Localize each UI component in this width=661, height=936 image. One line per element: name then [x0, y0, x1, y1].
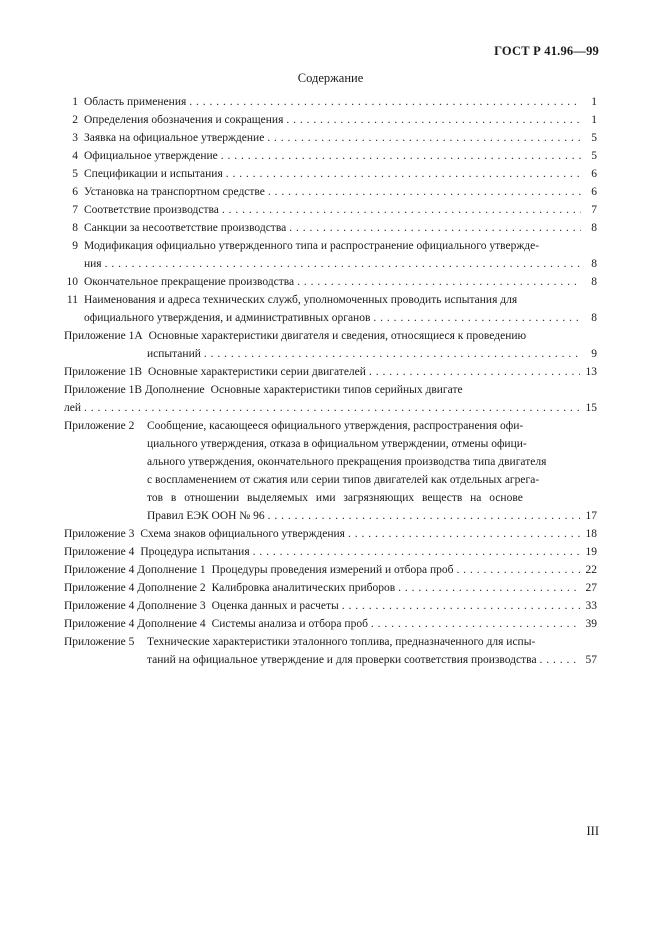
- page-ref: 5: [591, 132, 597, 144]
- appendix-entry[interactable]: Приложение 4 Процедура испытания . . . 19: [64, 547, 597, 561]
- section-number: 7: [72, 204, 78, 216]
- leader-dots: [222, 205, 581, 217]
- section-number: 6: [72, 186, 78, 198]
- toc-entry[interactable]: Определения обозначения и сокращения . . . 1: [84, 115, 597, 129]
- leader-dots: [297, 277, 581, 289]
- toc-entry-text[interactable]: Наименования и адреса технических служб, уполномоченных проводить испытания для: [84, 294, 518, 306]
- section-number: 3: [72, 132, 78, 144]
- toc-title: Содержание: [297, 71, 364, 85]
- leader-dots: [373, 313, 581, 325]
- leader-dots: [204, 349, 581, 361]
- appendix-entry[interactable]: Приложение 4 Дополнение 2 Калибровка аналитических приборов . . . 27: [64, 583, 597, 597]
- appendix-label: Приложение 1А: [64, 330, 143, 342]
- page-ref: 5: [591, 150, 597, 162]
- appendix-entry-text[interactable]: Сообщение, касающееся официального утверждения, распространения офи-: [147, 420, 524, 432]
- appendix-entry-continuation[interactable]: Правил ЕЭК ООН № 96 . . . 17: [147, 511, 597, 525]
- page-number: III: [586, 824, 599, 838]
- appendix-entry[interactable]: Приложение 4 Дополнение 4 Системы анализа и отбора проб . . . 39: [64, 619, 597, 633]
- page-ref: 57: [585, 654, 597, 666]
- appendix-entry[interactable]: Приложение 1В Основные характеристики серии двигателей . . . 13: [64, 367, 597, 381]
- document-header: ГОСТ Р 41.96—99: [494, 44, 599, 58]
- appendix-entry-text[interactable]: с воспламенением от сжатия или серии типов двигателей как отдельных агрега-: [147, 474, 540, 486]
- section-number: 11: [66, 294, 78, 306]
- toc-entry[interactable]: Заявка на официальное утверждение . . . 5: [84, 133, 597, 147]
- page-ref: 6: [591, 186, 597, 198]
- appendix-entry-text[interactable]: Приложение 1В Дополнение Основные характеристики типов серийных двигате: [64, 384, 463, 396]
- page-ref: 22: [585, 564, 597, 576]
- leader-dots: [348, 529, 580, 541]
- toc-entry[interactable]: Область применения . . . 1: [84, 97, 597, 111]
- page-ref: 8: [591, 222, 597, 234]
- leader-dots: [268, 511, 580, 523]
- leader-dots: [84, 403, 580, 415]
- page-ref: 6: [591, 168, 597, 180]
- appendix-entry-text[interactable]: циального утверждения, отказа в официальном утверждении, отмены офици-: [147, 438, 527, 450]
- appendix-label: Приложение 4: [64, 546, 135, 558]
- page-ref: 13: [585, 366, 597, 378]
- appendix-label: Приложение 2: [64, 420, 135, 432]
- leader-dots: [540, 655, 580, 667]
- appendix-entry-text[interactable]: Приложение 1А Основные характеристики двигателя и сведения, относящиеся к проведению: [64, 330, 527, 342]
- page-ref: 8: [591, 258, 597, 270]
- appendix-entry[interactable]: Приложение 4 Дополнение 1 Процедуры проведения измерений и отбора проб . . . 22: [64, 565, 597, 579]
- section-number: 9: [72, 240, 78, 252]
- appendix-entry-text[interactable]: Технические характеристики эталонного топлива, предназначенного для испы-: [147, 636, 536, 648]
- page-ref: 15: [585, 402, 597, 414]
- toc-entry[interactable]: Санкции за несоответствие производства . . . 8: [84, 223, 597, 237]
- toc-entry[interactable]: Окончательное прекращение производства . . . 8: [84, 277, 597, 291]
- leader-dots: [456, 565, 579, 577]
- page-ref: 1: [591, 114, 597, 126]
- page-ref: 8: [591, 312, 597, 324]
- page-ref: 9: [591, 348, 597, 360]
- leader-dots: [105, 259, 581, 271]
- appendix-label: Приложение 4 Дополнение 4: [64, 618, 206, 630]
- appendix-label: Приложение 4 Дополнение 1: [64, 564, 206, 576]
- toc-entry[interactable]: Соответствие производства . . . 7: [84, 205, 597, 219]
- appendix-label: Приложение 4 Дополнение 3: [64, 600, 206, 612]
- leader-dots: [226, 169, 581, 181]
- section-number: 10: [66, 276, 78, 288]
- leader-dots: [189, 97, 581, 109]
- page-ref: 7: [591, 204, 597, 216]
- leader-dots: [289, 223, 581, 235]
- leader-dots: [342, 601, 580, 613]
- toc-entry-text[interactable]: Модификация официально утвержденного типа и распространение официального утвержде-: [84, 240, 540, 252]
- page-ref: 39: [585, 618, 597, 630]
- section-number: 4: [72, 150, 78, 162]
- appendix-label: Приложение 5: [64, 636, 135, 648]
- appendix-label: Приложение 3: [64, 528, 135, 540]
- section-number: 2: [72, 114, 78, 126]
- leader-dots: [253, 547, 580, 559]
- appendix-label: Приложение 4 Дополнение 2: [64, 582, 206, 594]
- page-ref: 1: [591, 96, 597, 108]
- appendix-entry-continuation[interactable]: лей . . . 15: [64, 403, 597, 417]
- toc-entry[interactable]: Официальное утверждение . . . 5: [84, 151, 597, 165]
- appendix-entry-text[interactable]: тов в отношении выделяемых ими загрязняющих веществ на основе: [147, 492, 523, 504]
- appendix-entry-continuation[interactable]: таний на официальное утверждение и для проверки соответствия производства . . . 57: [147, 655, 597, 669]
- toc-entry[interactable]: Установка на транспортном средстве . . . 6: [84, 187, 597, 201]
- page-ref: 8: [591, 276, 597, 288]
- leader-dots: [371, 619, 580, 631]
- leader-dots: [286, 115, 581, 127]
- page-ref: 33: [585, 600, 597, 612]
- appendix-label: Приложение 1В Дополнение: [64, 384, 205, 396]
- page-ref: 27: [585, 582, 597, 594]
- appendix-entry-continuation[interactable]: испытаний . . . 9: [147, 349, 597, 363]
- leader-dots: [268, 187, 581, 199]
- page-ref: 17: [585, 510, 597, 522]
- toc-entry-continuation[interactable]: ния . . . 8: [84, 259, 597, 273]
- section-number: 5: [72, 168, 78, 180]
- appendix-entry-text[interactable]: ального утверждения, окончательного прекращения производства типа двигателя: [147, 456, 547, 468]
- appendix-entry[interactable]: Приложение 4 Дополнение 3 Оценка данных и расчеты . . . 33: [64, 601, 597, 615]
- section-number: 1: [72, 96, 78, 108]
- toc-entry[interactable]: Спецификации и испытания . . . 6: [84, 169, 597, 183]
- appendix-label: Приложение 1В: [64, 366, 143, 378]
- leader-dots: [267, 133, 581, 145]
- page-ref: 18: [585, 528, 597, 540]
- appendix-entry[interactable]: Приложение 3 Схема знаков официального утверждения . . . 18: [64, 529, 597, 543]
- section-number: 8: [72, 222, 78, 234]
- leader-dots: [369, 367, 580, 379]
- leader-dots: [221, 151, 581, 163]
- leader-dots: [398, 583, 579, 595]
- toc-entry-continuation[interactable]: официального утверждения, и административных органов . . . 8: [84, 313, 597, 327]
- page-ref: 19: [585, 546, 597, 558]
